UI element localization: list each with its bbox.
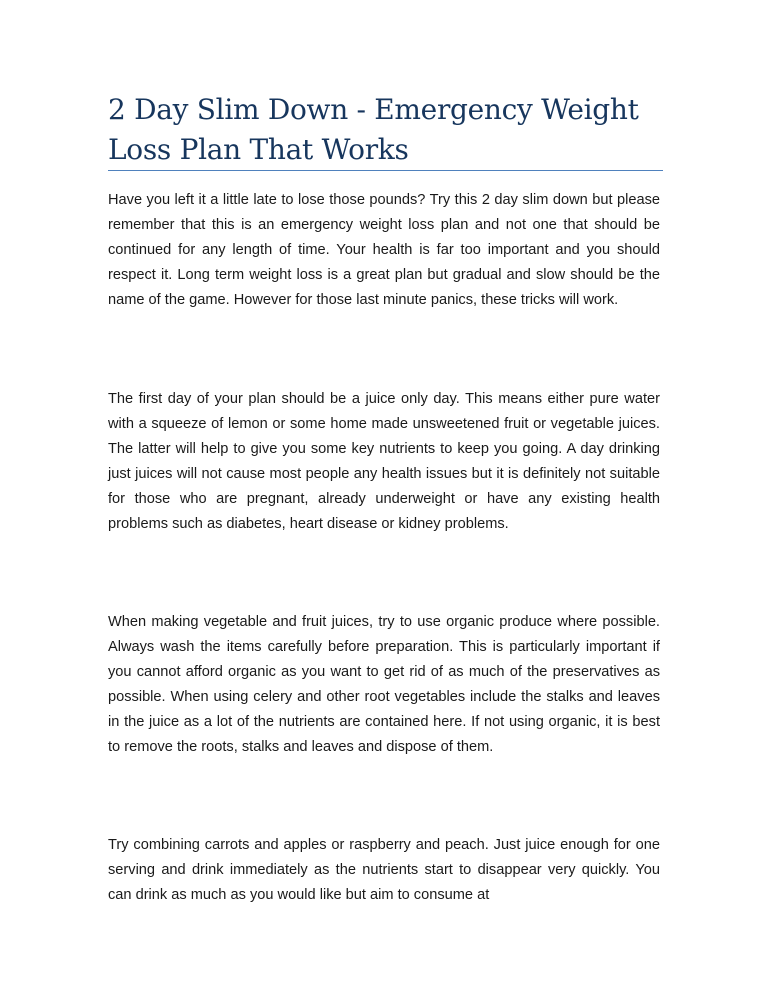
title-underline-divider (108, 170, 663, 171)
page-title: 2 Day Slim Down - Emergency Weight Loss Plan That Works (108, 93, 639, 166)
paragraph-combinations: Try combining carrots and apples or raspberry and peach. Just juice enough for one serving and drink immediately as the nutrients start to disappear very quickly. You can drink as much as you would like but aim to consume at (108, 837, 660, 903)
paragraph-juice-day: The first day of your plan should be a juice only day. This means either pure water with a squeeze of lemon or some home made unsweetened fruit or vegetable juices. The latter will help to give you some key nutrients to keep you going. A day drinking just juices will not cause most people any health issues but it is definitely not suitable for those who are pregnant, already underweight or have any existing health problems such as diabetes, heart disease or kidney problems. (108, 391, 660, 532)
paragraph-intro: Have you left it a little late to lose those pounds? Try this 2 day slim down but please remember that this is an emergency weight loss plan and not one that should be continued for any length of time. Your health is far too important and you should respect it. Long term weight loss is a great plan but gradual and slow should be the name of the game. However for those last minute panics, these tricks will work. (108, 192, 660, 308)
paragraph-organic-produce: When making vegetable and fruit juices, try to use organic produce where possible. Always wash the items carefully before preparation. This is particularly important if you cannot afford organic as you want to get rid of as much of the preservatives as possible. When using celery and other root vegetables include the stalks and leaves in the juice as a lot of the nutrients are contained here. If not using organic, it is best to remove the roots, stalks and leaves and dispose of them. (108, 614, 660, 755)
